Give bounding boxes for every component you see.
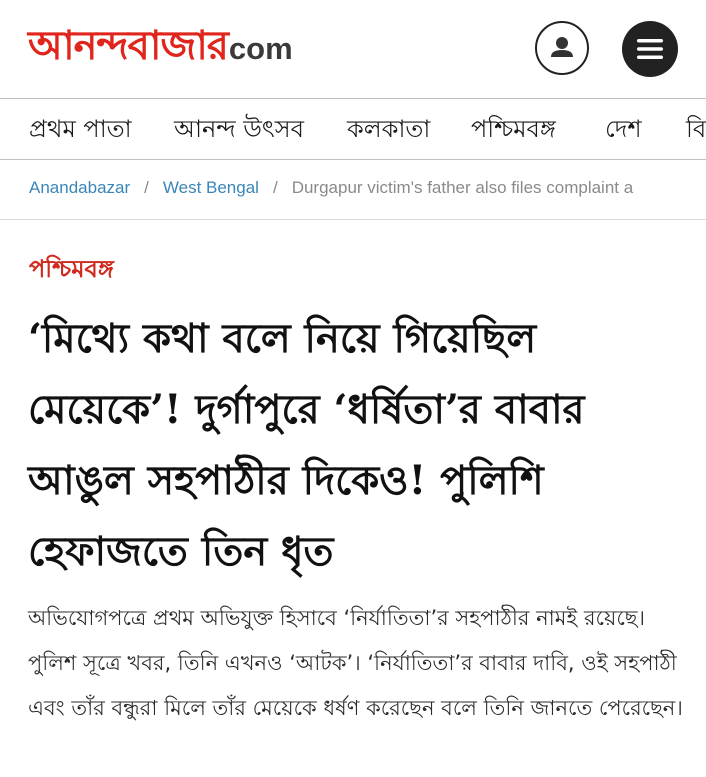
article-summary: অভিযোগপত্রে প্রথম অভিযুক্ত হিসাবে ‘নির্যাতিতা’র সহপাঠীর নামই রয়েছে। পুলিশ সূত্রে খবর, তিনি এখনও ‘আটক’। ‘নির্যাতিতা’র বাবার দাবি, ওই সহপাঠী এবং তাঁর বন্ধুরা মিলে তাঁর মেয়েকে ধর্ষণ করেছেন বলে তিনি জানতে পেরেছেন। (28, 606, 683, 720)
nav-item-west-bengal[interactable]: পশ্চিমবঙ্গ (471, 115, 556, 143)
nav-item-first-page[interactable]: প্রথম পাতা (29, 115, 132, 143)
article-headline: ‘মিথ্যে কথা বলে নিয়ে গিয়েছিল মেয়েকে’! দুর্গাপুরে ‘ধর্ষিতা’র বাবার আঙুল সহপাঠীর দিকেও! পুলিশি হেফাজতে তিন ধৃত (28, 315, 585, 575)
breadcrumb-separator: / (272, 178, 278, 197)
section-nav (0, 98, 706, 160)
logo-bengali-text: আনন্দবাজার (28, 22, 228, 69)
nav-item-kolkata[interactable]: কলকাতা (347, 115, 431, 143)
site-logo[interactable] (28, 18, 293, 74)
site-header (0, 0, 706, 98)
breadcrumb-home-link[interactable]: Anandabazar (29, 178, 131, 197)
article-category[interactable]: পশ্চিমবঙ্গ (29, 255, 114, 283)
nav-item-overflow[interactable]: বি (686, 115, 706, 143)
breadcrumb-section-link[interactable]: West Bengal (162, 178, 259, 197)
user-icon (537, 23, 587, 73)
profile-button[interactable] (535, 21, 589, 75)
breadcrumb-separator: / (144, 178, 149, 197)
menu-button[interactable] (622, 21, 678, 77)
logo-com-text: com (228, 31, 293, 66)
breadcrumb-current: Durgapur victim's father also files complaint a (291, 178, 634, 197)
nav-item-country[interactable]: দেশ (605, 115, 642, 143)
nav-item-anandautsav[interactable]: আনন্দ উৎসব (174, 115, 304, 143)
hamburger-icon (622, 21, 678, 77)
breadcrumb (0, 160, 706, 220)
